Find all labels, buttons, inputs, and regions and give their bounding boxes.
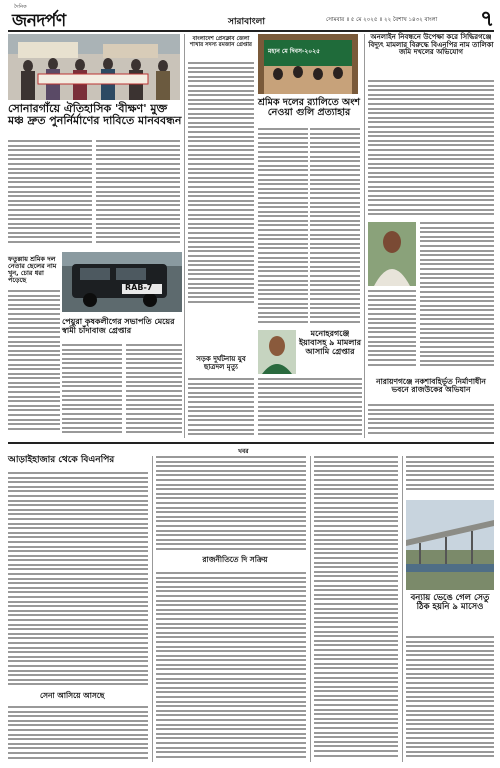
accident-headline: সড়ক দুর্ঘটনায় যুব ছাত্রদল মৃত্যু	[196, 355, 246, 371]
banner-text: মহান মে দিবস-২০২৫	[268, 48, 321, 55]
bottom-left-headline: সেনা আসিয়ে আসছে	[40, 691, 105, 700]
rab-vehicle-photo	[62, 252, 182, 312]
raid-headline: নারায়ণগঞ্জে নকশাবহির্ভূত নির্মাণাধীন ভবনে রাজউকের অভিযান	[376, 377, 486, 395]
bottom-col2-body	[156, 456, 306, 552]
murder-body	[258, 378, 362, 438]
bridge-headline: বন্যায় ভেঙে গেল সেতু ঠিক হয়নি ৯ মাসেও	[410, 593, 490, 613]
column-divider	[184, 34, 185, 438]
paper-tag: দৈনিক	[14, 4, 27, 10]
right-top-headline: অনলাইন নিবন্ধনে উপেক্ষা করে সিদ্ধিরগঞ্জে বিদ্যুৎ মামলার বিরুদ্ধে বিএনপির নাম তালিকা জমি দখলের অভিযোগ	[368, 33, 494, 57]
issue-date: সোমবার ॥ ৫ মে ২০২৫ ॥ ২২ বৈশাখ ১৪৩২ বাংলা	[326, 17, 438, 23]
accident-body	[188, 378, 254, 438]
murder-headline: মনোহরগঞ্জে ইয়াবাসহ ৯ মামলার আসামি গ্রেপ্তার	[298, 329, 362, 356]
column-divider-right	[364, 34, 365, 438]
kidnap-headline: পেয়ুরা কৃষকলীগের সভাপতি মেয়ের স্বামী চাঁদাবাজ গ্রেপ্তার	[62, 317, 175, 335]
bottom-divider-3	[402, 456, 403, 762]
bottom-divider-2	[310, 456, 311, 762]
right-mid-body	[420, 222, 494, 372]
kidnap-body-col2	[126, 344, 182, 438]
column-left-headline: আড়াইহাজার থেকে বিএনপির	[8, 455, 115, 465]
masthead	[8, 4, 494, 32]
page-number: ৭	[480, 7, 495, 32]
labor-body-col2	[310, 128, 360, 328]
labor-headline: শ্রমিক দলের র‍্যালিতে অংশ নেওয়া গুলি প্রত্যাহার	[258, 97, 360, 119]
lead-body-col2	[96, 140, 180, 248]
lead-body-col1	[8, 140, 92, 248]
bottom-col3-body	[314, 456, 398, 762]
raid-body	[368, 404, 494, 438]
kidnap-body-col1	[62, 344, 122, 438]
mid-body-col	[188, 62, 254, 312]
may-day-banner-photo	[258, 34, 358, 94]
bottom-divider-1	[152, 456, 153, 762]
column-mid-headline: রাজনীতিতে দি সক্রিয়	[202, 555, 268, 564]
bridge-body	[406, 636, 494, 762]
small-headline-left: ফতুল্লায় শ্রমিক দল নেতার ছেলের নাম খুন, চোর ধরা পড়েছে	[8, 255, 57, 285]
bottom-col1-body-2	[8, 706, 148, 762]
land-photo	[368, 222, 416, 286]
left-narrow-body	[8, 290, 60, 436]
bridge-top-body	[406, 456, 494, 496]
news-section-rule	[8, 442, 494, 444]
paper-name-logo: জনদর্পণ	[12, 11, 66, 31]
right-top-body	[368, 80, 494, 218]
right-mid-body-2	[368, 290, 416, 372]
lead-headline: সোনারগাঁয়ে ঐতিহাসিক 'বীক্ষণ' মুক্ত মঞ্চ দ্রুত পুনর্নির্মাণের দাবিতে মানববন্ধন	[8, 102, 182, 128]
rab-vehicle-label: RAB-7	[125, 283, 153, 292]
protest-photo	[8, 34, 180, 100]
section-name: সারাবাংলা	[228, 17, 265, 27]
news-section-label: খবর	[238, 448, 249, 455]
bottom-col2-body-2	[156, 572, 306, 762]
accused-portrait	[258, 330, 296, 374]
bottom-col1-body	[8, 472, 148, 690]
small-headline-mid: বাংলাদেশ প্রেসক্লাব জেলা শাখার সদস্য রমজান গ্রেপ্তার	[190, 36, 252, 49]
labor-body-col1	[258, 128, 308, 328]
bridge-photo	[406, 500, 494, 590]
